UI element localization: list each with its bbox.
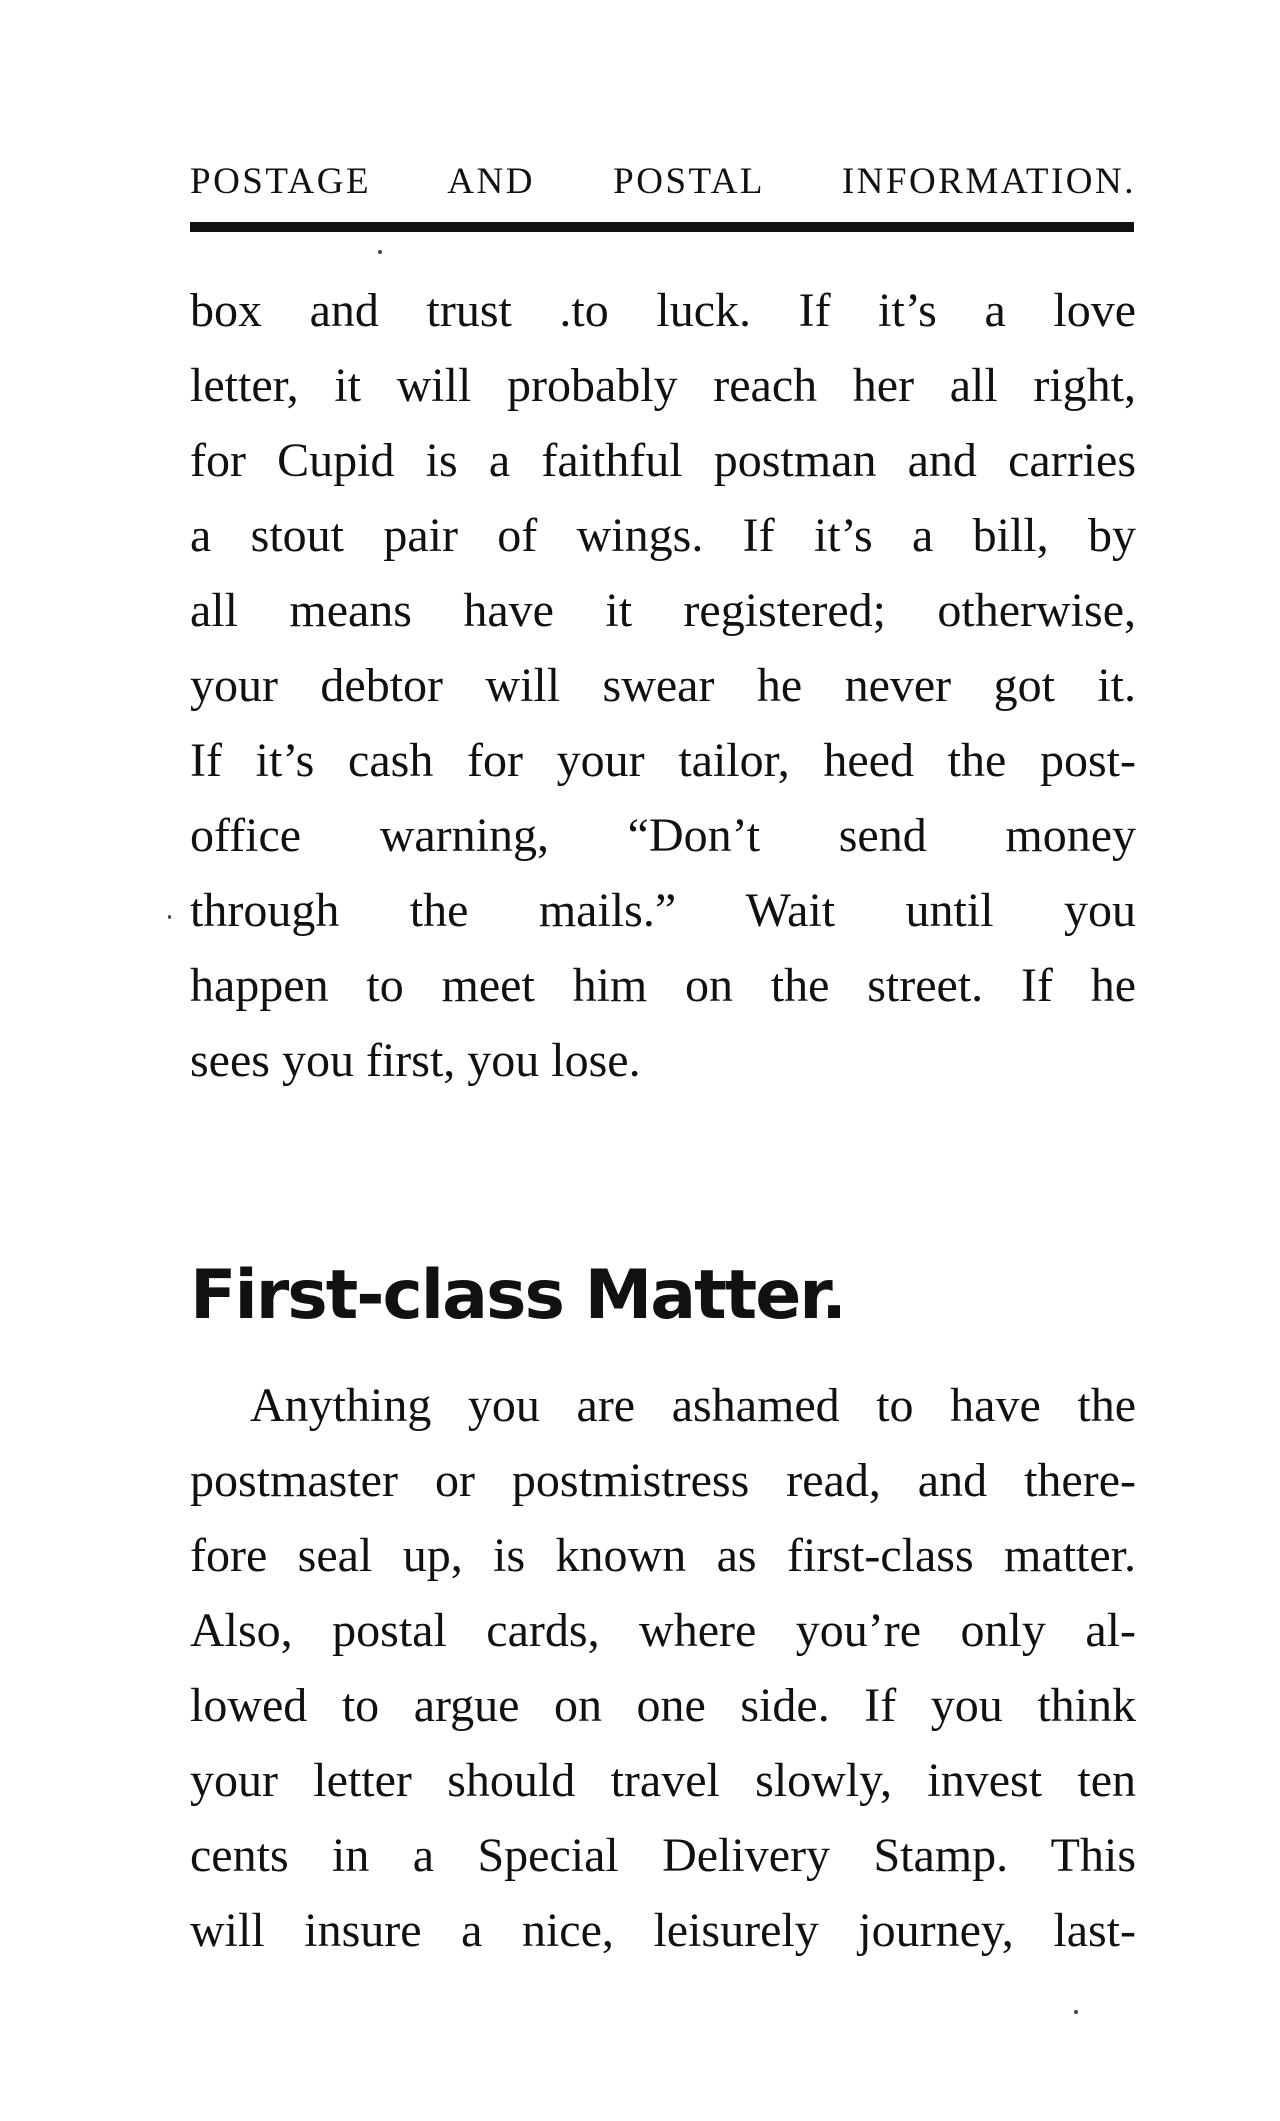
text-line: your letter should travel slowly, invest ten: [190, 1754, 1136, 1807]
text-line: fore seal up, is known as first-class matter.: [190, 1529, 1136, 1582]
print-speck: [168, 915, 171, 919]
text-line: postmaster or postmistress read, and there-: [190, 1454, 1136, 1507]
text-line: cents in a Special Delivery Stamp. This: [190, 1829, 1136, 1882]
text-line: all means have it registered; otherwise,: [190, 584, 1136, 637]
text-line: office warning, “Don’t send money: [190, 809, 1136, 862]
text-line: lowed to argue on one side. If you think: [190, 1679, 1136, 1732]
text-line: for Cupid is a faithful postman and carries: [190, 434, 1136, 487]
text-line: sees you first, you lose.: [190, 1034, 641, 1087]
text-line: your debtor will swear he never got it.: [190, 659, 1136, 712]
text-line: box and trust .to luck. If it’s a love: [190, 284, 1136, 337]
running-head: POSTAGE AND POSTAL INFORMATION.: [190, 161, 1136, 202]
text-line: a stout pair of wings. If it’s a bill, by: [190, 509, 1136, 562]
text-line: Anything you are ashamed to have the: [250, 1379, 1136, 1432]
print-speck: [1074, 2010, 1078, 2014]
text-line: through the mails.” Wait until you: [190, 884, 1136, 937]
text-line: letter, it will probably reach her all right,: [190, 359, 1136, 412]
header-rule: [190, 222, 1134, 232]
text-line: will insure a nice, leisurely journey, last-: [190, 1904, 1136, 1957]
section-heading: First-class Matter.: [190, 1256, 845, 1335]
text-line: happen to meet him on the street. If he: [190, 959, 1136, 1012]
print-speck: [378, 250, 382, 254]
text-line: Also, postal cards, where you’re only al-: [190, 1604, 1136, 1657]
text-line: If it’s cash for your tailor, heed the post-: [190, 734, 1136, 787]
